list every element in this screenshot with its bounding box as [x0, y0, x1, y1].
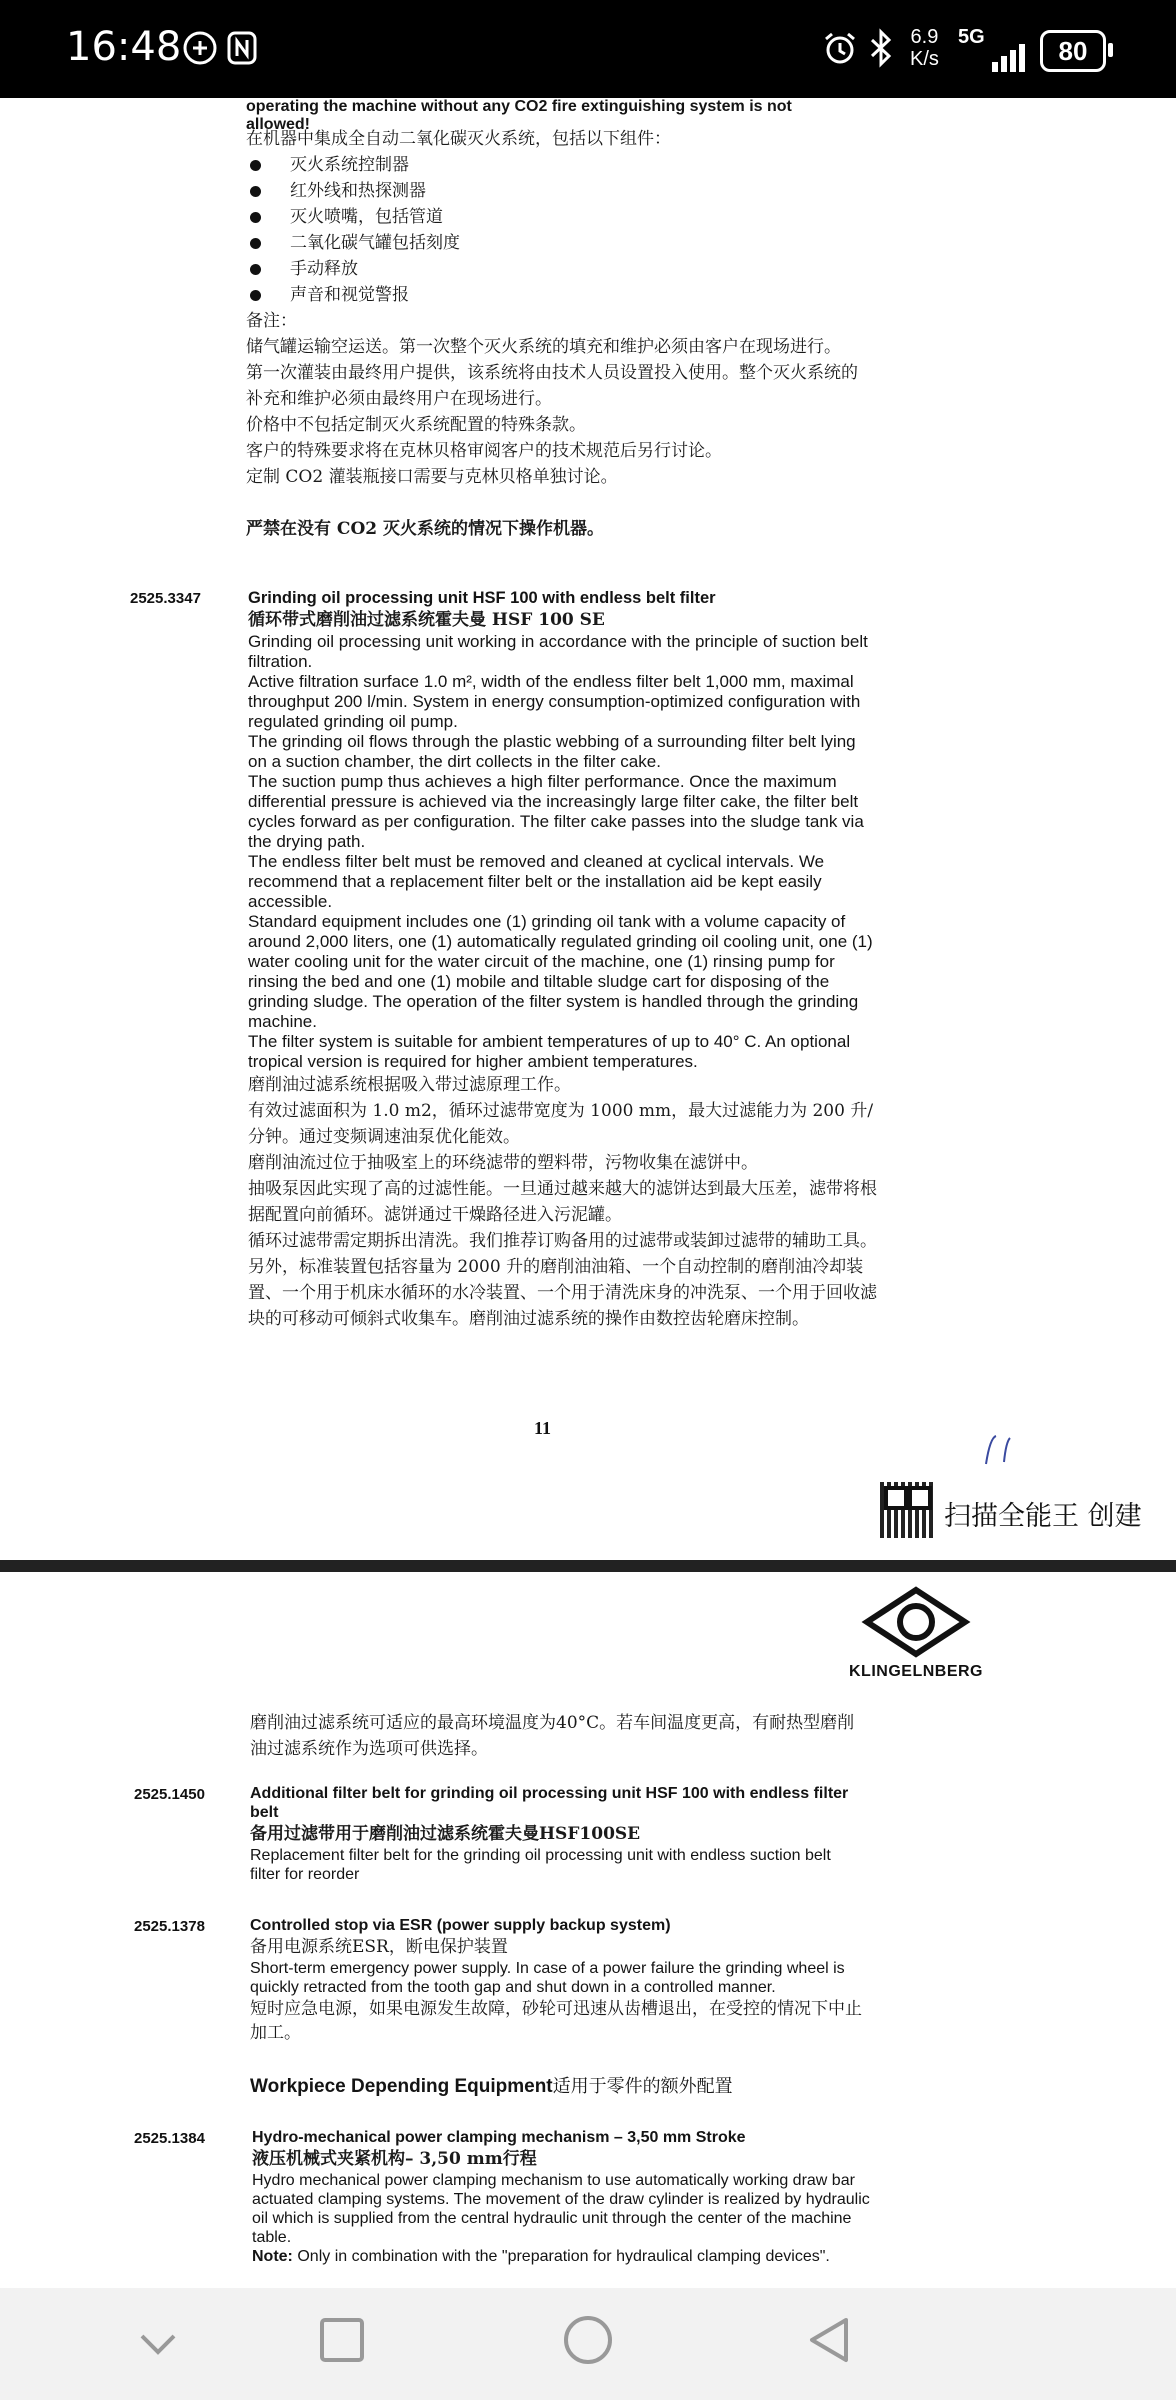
item-filter-belt — [250, 1784, 850, 1884]
back-button[interactable] — [806, 2316, 852, 2364]
document-page-1 — [0, 98, 1176, 1560]
page1-intro — [246, 126, 866, 542]
note-paragraph: 客户的特殊要求将在克林贝格审阅客户的技术规范后另行讨论。 — [246, 441, 722, 461]
item-text-en: Short-term emergency power supply. In case of a power failure the grinding wheel is quickly retracted from the tooth gap and shut down in a controlled manner. — [250, 1960, 845, 1996]
battery-level: 80 — [1058, 36, 1088, 66]
item-paragraph: Grinding oil processing unit working in accordance with the principle of suction belt filtration. — [248, 632, 868, 671]
note-label: 备注： — [246, 311, 297, 331]
item-number: 2525.1384 — [134, 2130, 205, 2147]
item-paragraph: The suction pump thus achieves a high filter performance. Once the maximum differential pressure is achieved via the increasingly large filter cake, the filter belt cycles forward as per configuration. The filter cake passes into the sludge tank via the drying path. — [248, 772, 864, 851]
item-paragraph-cn: 循环过滤带需定期拆出清洗。我们推荐订购备用的过滤带或装卸过滤带的辅助工具。 — [248, 1231, 877, 1251]
item-title-en: Controlled stop via ESR (power supply backup system) — [250, 1917, 671, 1934]
qr-code-icon — [880, 1482, 936, 1538]
alarm-icon — [822, 30, 858, 66]
note-paragraph: 价格中不包括定制灭火系统配置的特殊条款。 — [246, 415, 586, 435]
section-heading — [250, 2074, 733, 2100]
item-text-cn: 短时应急电源，如果电源发生故障，砂轮可迅速从齿槽退出，在受控的情况下中止加工。 — [250, 1999, 862, 2043]
note-label: Note: — [252, 2248, 293, 2265]
home-button[interactable] — [562, 2314, 614, 2366]
recent-apps-button[interactable] — [318, 2316, 366, 2364]
clock: 16:48 — [66, 24, 182, 70]
status-bar — [0, 0, 1176, 98]
item-controlled-stop — [250, 1916, 870, 2045]
item-paragraph-cn: 另外，标准装置包括容量为 2000 升的磨削油油箱、一个自动控制的磨削油冷却装置、一个用于机床水循环的水冷装置、一个用于清洗床身的冲洗泵、一个用于回收滤块的可移动可倾斜式收集车。磨削油过滤系统的操作由数控齿轮磨床控制。 — [248, 1257, 877, 1329]
component-list — [246, 152, 866, 308]
item-title-en: Grinding oil processing unit HSF 100 with endless belt filter — [248, 589, 716, 607]
item-paragraph-cn: 磨削油过滤系统根据吸入带过滤原理工作。 — [248, 1075, 571, 1095]
system-navigation-bar — [0, 2288, 1176, 2400]
logo-text: KLINGELNBERG — [849, 1663, 983, 1680]
item-title-en: Hydro-mechanical power clamping mechanism – 3,50 mm Stroke — [252, 2129, 746, 2146]
pen-mark-icon — [980, 1428, 1030, 1468]
page-divider — [0, 1560, 1176, 1572]
item-clamping-mechanism — [252, 2128, 872, 2266]
item-cn-block — [248, 1072, 878, 1332]
page2-top-text: 磨削油过滤系统可适应的最高环境温度为40°C。若车间温度更高，有耐热型磨削油过滤系统作为选项可供选择。 — [250, 1713, 855, 1759]
item-number: 2525.1450 — [134, 1786, 205, 1803]
bluetooth-icon — [868, 28, 894, 68]
note-paragraph: 定制 CO2 灌装瓶接口需要与克林贝格单独讨论。 — [246, 467, 618, 487]
document-page-2 — [0, 1572, 1176, 2288]
list-item: 灭火系统控制器 — [246, 152, 866, 178]
item-text-en: Hydro mechanical power clamping mechanism to use automatically working draw bar actuated clamping systems. The movement of the draw cylinder is realized by hydraulic oil which is supplied from the central hydraulic unit through the center of the machine table. — [252, 2172, 870, 2246]
item-paragraph: The grinding oil flows through the plastic webbing of a surrounding filter belt lying on a suction chamber, the dirt collects in the filter cake. — [248, 732, 856, 771]
network-speed — [910, 26, 939, 70]
list-item: 手动释放 — [246, 256, 866, 282]
note-text: Only in combination with the "preparation for hydraulical clamping devices". — [297, 2248, 830, 2265]
item-paragraph: The filter system is suitable for ambient temperatures of up to 40° C. An optional tropical version is required for higher ambient temperatures. — [248, 1032, 851, 1071]
item-title-cn: 备用电源系统ESR，断电保护装置 — [250, 1937, 508, 1957]
list-item: 红外线和热探测器 — [246, 178, 866, 204]
scan-watermark-text: 扫描全能王 创建 — [944, 1501, 1142, 1532]
section-heading-cn: 适用于零件的额外配置 — [552, 2076, 733, 2097]
item-paragraph-cn: 磨削油流过位于抽吸室上的环绕滤带的塑料带，污物收集在滤饼中。 — [248, 1153, 758, 1173]
sync-icon — [182, 30, 218, 66]
item-title-cn: 备用过滤带用于磨削油过滤系统霍夫曼HSF100SE — [250, 1824, 641, 1844]
nfc-icon — [226, 30, 258, 66]
item-grinding-oil-unit — [248, 588, 878, 1332]
list-item: 灭火喷嘴，包括管道 — [246, 204, 866, 230]
item-paragraph-cn: 有效过滤面积为 1.0 m2，循环过滤带宽度为 1000 mm，最大过滤能力为 200 升/分钟。通过变频调速油泵优化能效。 — [248, 1101, 874, 1147]
item-number: 2525.1378 — [134, 1918, 205, 1935]
network-type: 5G — [958, 26, 985, 48]
intro-cn: 在机器中集成全自动二氧化碳灭火系统，包括以下组件： — [246, 129, 671, 149]
note-paragraph: 第一次灌装由最终用户提供，该系统将由技术人员设置投入使用。整个灭火系统的补充和维护必须由最终用户在现场进行。 — [246, 363, 858, 409]
item-number: 2525.3347 — [130, 590, 201, 607]
net-speed-value: 6.9 — [910, 26, 939, 48]
item-note — [252, 2247, 872, 2266]
item-title-cn: 循环带式磨削油过滤系统霍夫曼 HSF 100 SE — [248, 610, 605, 630]
item-paragraph: Active filtration surface 1.0 m², width of the endless filter belt 1,000 mm, maximal throughput 200 l/min. System in energy consumption-optimized configuration with regulated grinding oil pump. — [248, 672, 861, 731]
signal-strength-icon — [992, 44, 1028, 72]
item-title-en: Additional filter belt for grinding oil processing unit HSF 100 with endless filter belt — [250, 1785, 849, 1821]
net-speed-unit: K/s — [910, 48, 939, 70]
warning-cn: 严禁在没有 CO2 灭火系统的情况下操作机器。 — [246, 519, 605, 539]
list-item: 二氧化碳气罐包括刻度 — [246, 230, 866, 256]
battery-icon — [1040, 30, 1106, 72]
page-number: 11 — [534, 1418, 552, 1438]
item-paragraph: Standard equipment includes one (1) grinding oil tank with a volume capacity of around 2,000 liters, one (1) automatically regulated grinding oil cooling unit, one (1) water cooling unit for the water circuit of the machine, one (1) rinsing pump for rinsing the bed and one (1) mobile and tiltable sludge cart for disposing of the grinding sludge. The operation of the filter system is handled through the grinding machine. — [248, 912, 873, 1031]
note-paragraph: 储气罐运输空运送。第一次整个灭火系统的填充和维护必须由客户在现场进行。 — [246, 337, 841, 357]
item-paragraph: The endless filter belt must be removed and cleaned at cyclical intervals. We recommend that a replacement filter belt or the installation aid be kept easily accessible. — [248, 852, 825, 911]
list-item: 声音和视觉警报 — [246, 282, 866, 308]
page1-top-line: operating the machine without any CO2 fire extinguishing system is not allowed! — [246, 98, 792, 133]
klingelnberg-logo-icon — [861, 1586, 971, 1658]
company-logo — [848, 1586, 984, 1681]
item-paragraph-cn: 抽吸泵因此实现了高的过滤性能。一旦通过越来越大的滤饼达到最大压差，滤带将根据配置向前循环。滤饼通过干燥路径进入污泥罐。 — [248, 1179, 877, 1225]
collapse-chevron-icon[interactable] — [136, 2322, 180, 2366]
item-title-cn: 液压机械式夹紧机构– 3,50 mm行程 — [252, 2149, 537, 2169]
section-heading-en: Workpiece Depending Equipment — [250, 2076, 553, 2097]
item-text-en: Replacement filter belt for the grinding oil processing unit with endless suction belt filter for reorder — [250, 1847, 831, 1883]
